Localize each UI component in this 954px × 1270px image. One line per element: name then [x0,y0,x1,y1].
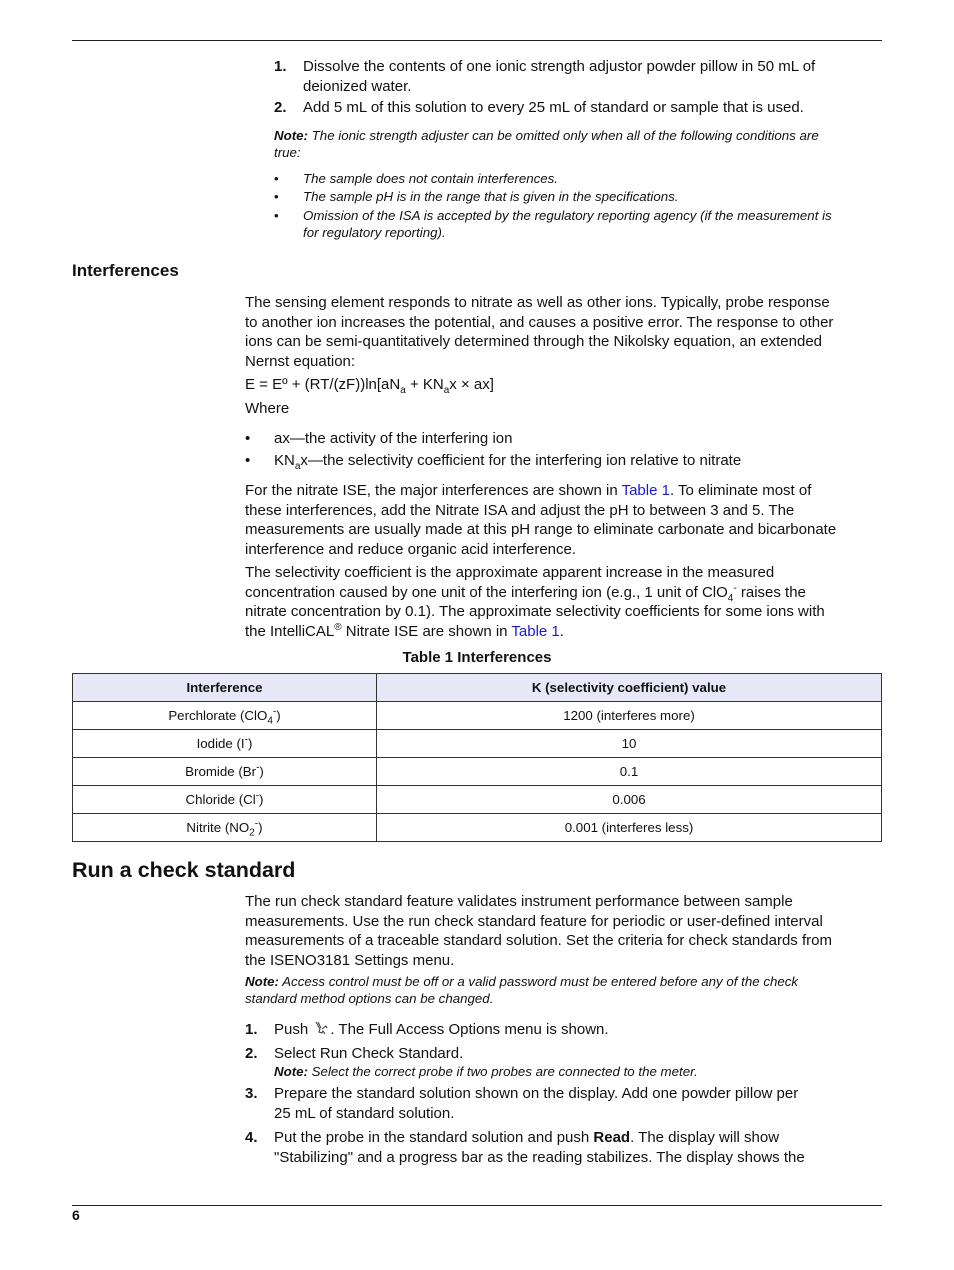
ion-subscript: 4 [267,715,273,727]
bullet-text: The sample pH is in the range that is given in the specifications. [303,189,679,204]
ion-close: ) [276,708,281,723]
ion-close: ) [247,736,253,751]
note-label: Note: [274,1064,308,1079]
step-text-line2: "Stabilizing" and a progress bar as the reading stabilizes. The display shows the [274,1148,805,1166]
interferences-paragraph-1 [245,293,833,371]
ion-charge: - [244,734,248,746]
equation-part: + KN [405,376,444,393]
table-row [73,730,882,758]
note-text-line1: Access control must be off or a valid password must be entered before any of the check [278,974,799,989]
table-row [73,702,882,730]
paragraph-line: The run check standard feature validates instrument performance between sample [245,893,793,910]
step-text-line2: 25 mL of standard solution. [274,1104,455,1122]
paragraph-line: interference and reduce organic acid interference. [245,540,577,558]
bullet-dot: • [245,430,251,447]
page-number: 6 [72,1207,80,1223]
table-row [73,786,882,814]
bullet-dot: • [245,452,251,469]
step-number: 4. [245,1129,258,1146]
step-text-line1: Prepare the standard solution shown on the display. Add one powder pillow per [274,1085,799,1102]
step-number: 1. [274,58,287,75]
bullet-part: x—the selectivity coefficient for the interfering ion relative to nitrate [300,452,742,469]
isa-note [274,128,819,161]
paragraph-line: The selectivity coefficient is the approximate apparent increase in the measured [245,564,775,581]
top-rule [72,40,882,41]
paragraph-part: raises the [736,583,806,601]
k-value-cell: 0.001 (interferes less) [377,814,882,842]
interference-cell [73,758,377,786]
paragraph-line: measurements are usually made at this pH range to eliminate carbonate and bicarbonate [245,521,837,538]
bullet-subscript: a [294,461,301,472]
step-text: Select Run Check Standard. [274,1045,464,1062]
k-value-cell: 1200 (interferes more) [377,702,882,730]
check-standard-paragraph [245,892,832,970]
table-1-link[interactable]: Table 1 [511,622,560,640]
paragraph-part: the IntelliCAL [245,622,335,640]
ion-charge: - [254,818,259,830]
interference-cell [73,814,377,842]
step-number: 1. [245,1021,258,1038]
check-standard-note [245,974,798,1007]
bullet-text: The sample does not contain interferences. [303,171,559,186]
k-value-cell: 0.006 [377,786,882,814]
step-number: 3. [245,1085,258,1102]
paragraph-line: to another ion increases the potential, and causes a positive error. The response to other [245,313,834,331]
where-label: Where [245,400,290,417]
footer-rule [72,1205,882,1206]
column-header-interference: Interference [73,674,377,702]
interferences-paragraph-3 [245,563,825,641]
step-text-line1: Dissolve the contents of one ionic strength adjustor powder pillow in 50 mL of [303,58,816,75]
paragraph-part: . [559,622,564,640]
step-part: Put the probe in the standard solution and push [274,1129,594,1146]
equation-part: E = Eº + (RT/(zF))ln[aN [245,376,401,393]
interferences-heading: Interferences [72,261,179,280]
nikolsky-equation [245,375,494,395]
bullet-dot: • [274,189,279,204]
note-label: Note: [245,974,279,989]
table-row [73,758,882,786]
bullet-dot: • [274,171,279,186]
paragraph-line: the ISENO3181 Settings menu. [245,951,455,969]
read-key-label: Read [593,1129,631,1146]
paragraph-part: For the nitrate ISE, the major interferences are shown in [245,482,622,499]
bullet-part: KN [274,452,295,469]
step-text-line1: Add 5 mL of this solution to every 25 mL of standard or sample that is used. [303,99,804,116]
step-part: . The Full Access Options menu is shown. [330,1021,609,1038]
note-text: Select the correct probe if two probes are connected to the meter. [307,1064,698,1079]
paragraph-line: Nernst equation: [245,352,356,370]
formula-subscript: 4 [727,592,734,604]
bullet-text: ax—the activity of the interfering ion [274,430,513,447]
paragraph-line: measurements. Use the run check standard feature for periodic or user-defined interval [245,912,823,930]
ion-name: Perchlorate (ClO [168,708,268,723]
note-text-line2: standard method options can be changed. [245,990,494,1006]
ion-close: ) [259,764,264,779]
paragraph-line: The sensing element responds to nitrate as well as other ions. Typically, probe response [245,294,830,311]
interference-cell [73,786,377,814]
ion-close: ) [259,792,264,807]
interference-cell [73,730,377,758]
paragraph-part: Nitrate ISE are shown in [341,622,512,640]
wrench-icon [312,1020,330,1036]
table-header-row [73,674,882,702]
ion-charge: - [272,706,277,718]
bullet-text-line2: for regulatory reporting). [303,224,446,240]
k-value-cell: 10 [377,730,882,758]
note-label: Note: [274,128,308,143]
interference-cell [73,702,377,730]
step-text-line1 [274,1128,779,1148]
ion-subscript: 2 [249,827,255,839]
ion-charge: - [256,762,260,774]
paragraph-line: nitrate concentration by 0.1). The approximate selectivity coefficients for some ions with [245,603,825,620]
equation-subscript: a [400,385,406,396]
ion-name: Chloride (Cl [185,792,256,807]
step-text-line2: deionized water. [303,77,412,95]
note-text-line2: true: [274,144,301,160]
paragraph-part: concentration caused by one unit of the interfering ion (e.g., 1 unit of ClO [245,583,728,601]
ion-name: Nitrite (NO [186,820,250,835]
table-caption: Table 1 Interferences [402,649,552,666]
step-text [274,1020,609,1040]
step-note [274,1064,698,1081]
ion-close: ) [258,820,263,835]
registered-mark: ® [334,621,342,633]
equation-part: x × ax] [449,376,494,393]
paragraph-line: these interferences, add the Nitrate ISA and adjust the pH to between 3 and 5. The [245,501,795,519]
paragraph-part: . To eliminate most of [669,482,812,499]
column-header-k-value: K (selectivity coefficient) value [377,674,882,702]
step-number: 2. [245,1045,258,1062]
paragraph-line: ions can be semi-quantitatively determined through the Nikolsky equation, an extended [245,333,823,350]
ion-charge: - [255,790,260,802]
k-value-cell: 0.1 [377,758,882,786]
check-standard-heading: Run a check standard [72,858,296,882]
interferences-paragraph-2 [245,481,836,559]
step-number: 2. [274,99,287,116]
equation-subscript: a [443,385,450,396]
paragraph-line: measurements of a traceable standard solution. Set the criteria for check standards from [245,932,832,949]
bullet-dot: • [274,208,279,223]
note-text-line1: The ionic strength adjuster can be omitted only when all of the following conditions are [307,128,819,143]
formula-superscript: - [733,582,737,594]
table-row [73,814,882,842]
bullet-text-line1: Omission of the ISA is accepted by the regulatory reporting agency (if the measurement is [303,208,832,223]
table-1-link[interactable]: Table 1 [621,482,670,499]
ion-name: Iodide (I [196,736,245,751]
step-part: Push [274,1021,313,1038]
interferences-table [72,673,882,842]
ion-name: Bromide (Br [185,764,257,779]
bullet-text [274,451,741,471]
step-part: . The display will show [630,1129,780,1146]
